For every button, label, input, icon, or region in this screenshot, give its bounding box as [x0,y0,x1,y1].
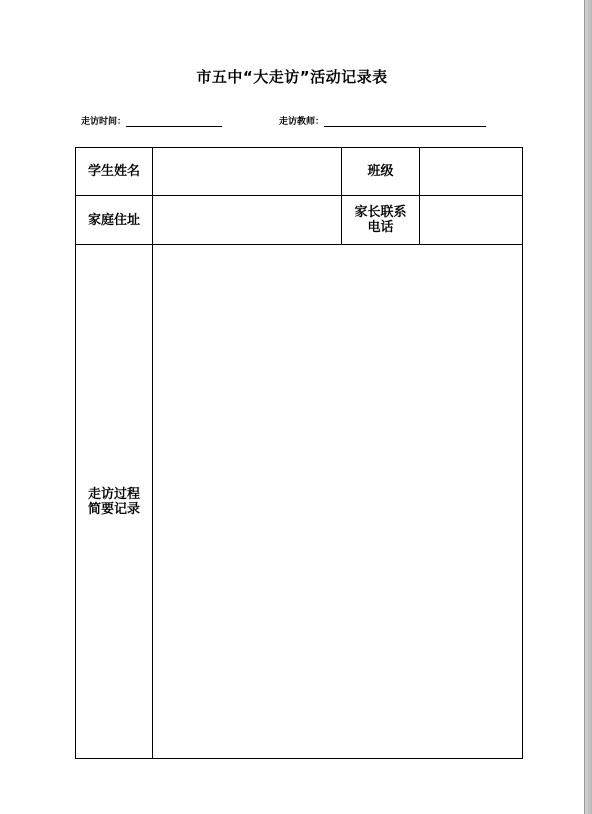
parent-phone-cell[interactable] [420,196,522,244]
home-address-label: 家庭住址 [87,212,140,228]
visit-teacher-blank[interactable] [324,114,486,127]
visit-record-label: 走访过程 简要记录 [87,486,140,517]
visit-time-field [81,113,222,127]
page-edge [584,0,592,814]
visit-record-cell[interactable] [153,245,522,758]
visit-time-blank[interactable] [126,114,222,127]
visit-teacher-field [279,113,486,127]
page-title: 市五中“大走访”活动记录表 [196,68,388,86]
parent-phone-label: 家长联系 电话 [354,205,407,235]
student-name-label: 学生姓名 [87,164,140,179]
visit-time-label: 走访时间： [81,117,127,127]
student-name-cell[interactable] [153,148,341,195]
record-table [75,147,523,759]
class-label: 班级 [367,164,394,179]
class-cell[interactable] [420,148,522,195]
home-address-cell[interactable] [153,196,341,244]
visit-teacher-label: 走访教师： [279,117,325,127]
